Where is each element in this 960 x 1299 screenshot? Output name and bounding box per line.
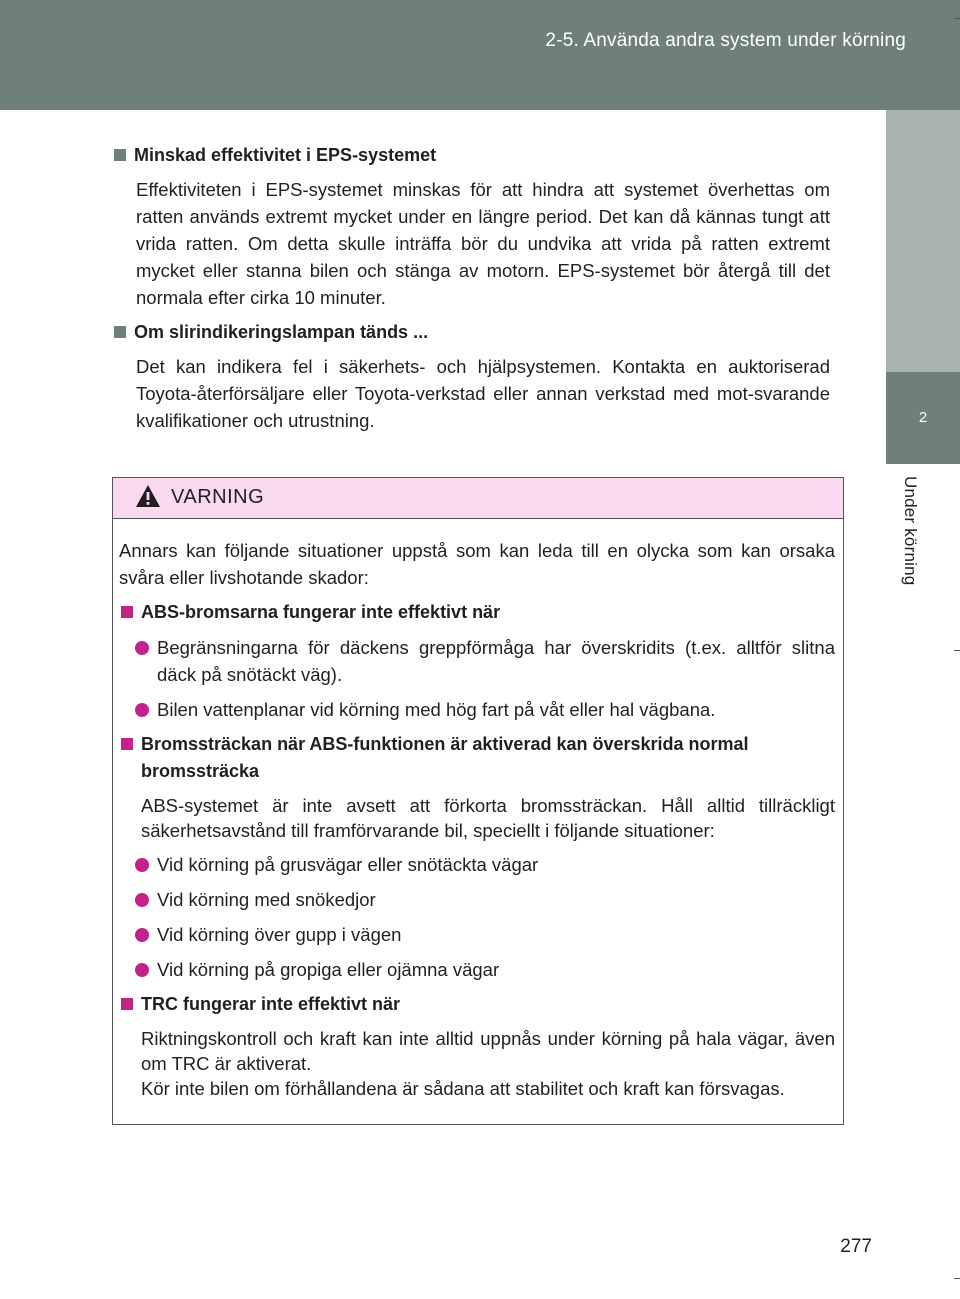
list-item: Vid körning över gupp i vägen xyxy=(135,921,835,948)
section-text: Effektiviteten i EPS-systemet minskas för att hindra att systemet överhettas om ratten används extremt mycket under en längre period. Det kan då kännas tungt att vrida ratten. Om detta skulle inträffa bör du undvika att vrida på ratten extremt mycket eller stanna bilen och stänga av motorn. EPS-systemet bör återgå till det normala efter cirka 10 minuter. xyxy=(136,179,830,308)
round-bullet-icon xyxy=(135,893,149,907)
round-bullet-icon xyxy=(135,963,149,977)
warning-heading: TRC fungerar inte effektivt när xyxy=(119,991,835,1018)
chapter-label: Under körning xyxy=(901,476,920,586)
warning-heading: ABS-bromsarna fungerar inte effektivt när xyxy=(119,599,835,626)
section-heading: Om slirindikeringslampan tänds ... xyxy=(114,319,830,346)
warning-triangle-icon xyxy=(135,484,161,513)
crop-mark xyxy=(954,18,960,19)
warning-title: VARNING xyxy=(171,486,265,508)
warning-heading: Bromssträckan när ABS-funktionen är aktiverad kan överskrida normal bromssträcka xyxy=(119,731,835,785)
crop-mark xyxy=(954,1278,960,1279)
warning-text: ABS-systemet är inte avsett att förkorta bromssträckan. Håll alltid tillräckligt säkerhetsavstånd till framförvarande bil, speciellt i följande situationer: xyxy=(141,795,835,841)
page-header xyxy=(0,0,960,110)
warning-intro: Annars kan följande situationer uppstå som kan leda till en olycka som kan orsaka svåra eller livshotande skador: xyxy=(119,540,835,588)
round-bullet-icon xyxy=(135,641,149,655)
list-item: Begränsningarna för däckens greppförmåga har överskridits (t.ex. alltför slitna däck på snötäckt väg). xyxy=(135,634,835,688)
warning-header xyxy=(113,478,843,519)
chapter-tab: 2 xyxy=(886,372,960,464)
square-bullet-icon xyxy=(121,998,133,1010)
section-text: Det kan indikera fel i säkerhets- och hjälpsystemen. Kontakta en auktoriserad Toyota-återförsäljare eller Toyota-verkstad eller annan verkstad med mot-svarande kvalifikationer och utrustning. xyxy=(136,356,830,431)
warning-text: Riktningskontroll och kraft kan inte alltid uppnås under körning på hala vägar, även om TRC är aktiverat. xyxy=(141,1028,835,1074)
list-item: Vid körning på gropiga eller ojämna vägar xyxy=(135,956,835,983)
round-bullet-icon xyxy=(135,703,149,717)
side-band xyxy=(886,110,960,372)
square-bullet-icon xyxy=(114,326,126,338)
section-heading: Minskad effektivitet i EPS-systemet xyxy=(114,142,830,169)
round-bullet-icon xyxy=(135,858,149,872)
main-content xyxy=(114,142,830,442)
warning-body xyxy=(113,519,843,1101)
list-item: Bilen vattenplanar vid körning med hög fart på våt eller hal vägbana. xyxy=(135,696,835,723)
page-number: 277 xyxy=(840,1236,872,1257)
warning-text: Kör inte bilen om förhållandena är sådana att stabilitet och kraft kan försvagas. xyxy=(141,1078,785,1099)
square-bullet-icon xyxy=(121,738,133,750)
round-bullet-icon xyxy=(135,928,149,942)
crop-mark xyxy=(954,650,960,651)
square-bullet-icon xyxy=(121,606,133,618)
list-item: Vid körning på grusvägar eller snötäckta vägar xyxy=(135,851,835,878)
square-bullet-icon xyxy=(114,149,126,161)
warning-box xyxy=(112,477,844,1125)
list-item: Vid körning med snökedjor xyxy=(135,886,835,913)
section-title: 2-5. Använda andra system under körning xyxy=(545,30,906,51)
